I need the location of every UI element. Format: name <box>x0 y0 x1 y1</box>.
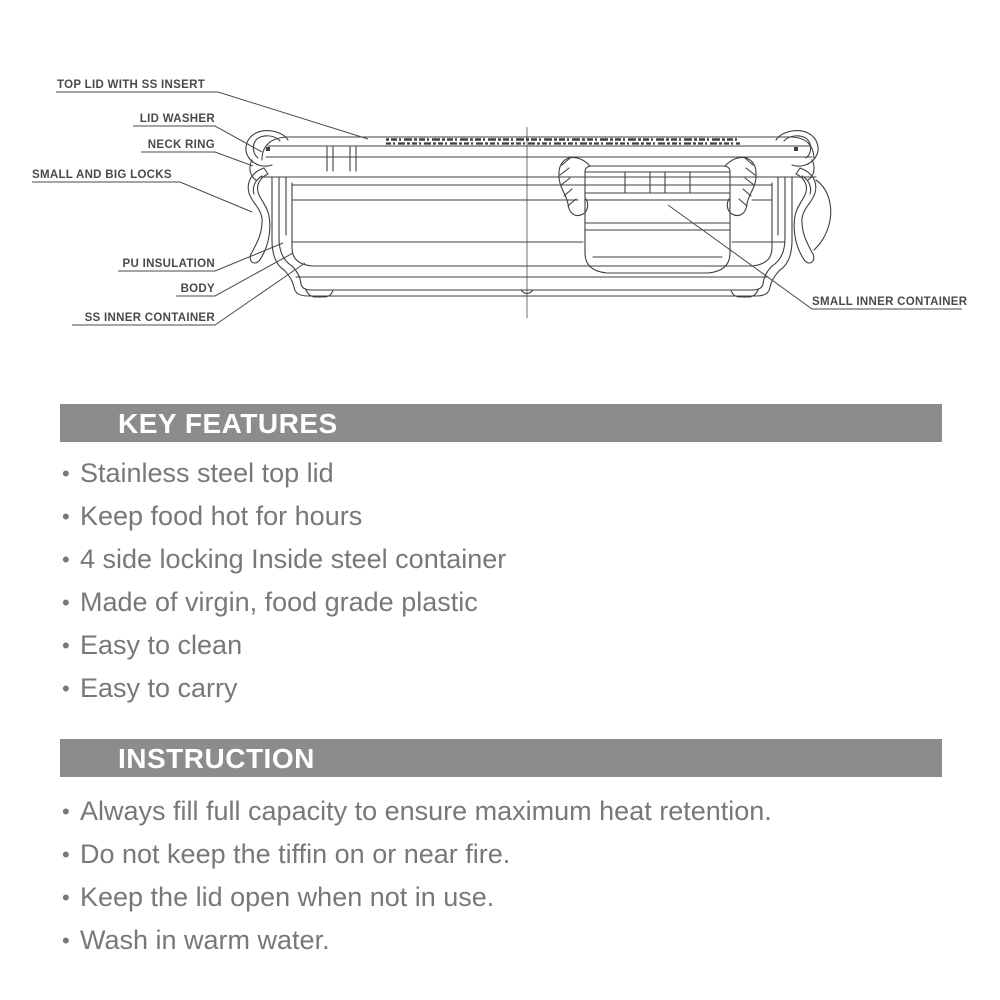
label-small-and-big-locks: SMALL AND BIG LOCKS <box>32 169 172 181</box>
instruction-text: Keep the lid open when not in use. <box>80 882 495 912</box>
bullet-icon: • <box>62 928 70 953</box>
feature-text: Made of virgin, food grade plastic <box>80 587 478 617</box>
key-features-title: KEY FEATURES <box>118 408 338 439</box>
list-item <box>62 452 506 495</box>
key-features-header <box>60 404 942 442</box>
bullet-icon: • <box>62 842 70 867</box>
list-item <box>62 667 506 710</box>
list-item <box>62 919 772 962</box>
bullet-icon: • <box>62 633 70 658</box>
bullet-icon: • <box>62 590 70 615</box>
bullet-icon: • <box>62 461 70 486</box>
label-pu-insulation: PU INSULATION <box>122 258 215 270</box>
ss-liner-drawing <box>292 183 785 266</box>
label-body: BODY <box>180 283 215 295</box>
list-item <box>62 581 506 624</box>
leader-neck-ring <box>141 152 253 166</box>
feature-text: Keep food hot for hours <box>80 501 363 531</box>
instruction-text: Always fill full capacity to ensure maximum heat retention. <box>80 796 772 826</box>
label-lid-washer: LID WASHER <box>139 113 215 125</box>
list-item <box>62 790 772 833</box>
instruction-text: Do not keep the tiffin on or near fire. <box>80 839 511 869</box>
feature-text: Stainless steel top lid <box>80 458 334 488</box>
label-ss-inner-container: SS INNER CONTAINER <box>84 312 215 324</box>
bullet-icon: • <box>62 676 70 701</box>
bullet-icon: • <box>62 799 70 824</box>
feature-text: Easy to clean <box>80 630 243 660</box>
instruction-list <box>62 790 772 962</box>
top-lid-drawing <box>260 137 816 177</box>
tiffin-diagram <box>0 0 1000 385</box>
label-small-inner-container: SMALL INNER CONTAINER <box>812 296 968 308</box>
leader-locks <box>32 182 252 212</box>
key-features-list <box>62 452 506 710</box>
bullet-icon: • <box>62 885 70 910</box>
small-inner-container-drawing <box>559 157 756 273</box>
body-shell-drawing <box>272 177 792 296</box>
instruction-text: Wash in warm water. <box>80 925 330 955</box>
label-top-lid: TOP LID WITH SS INSERT <box>57 79 206 91</box>
list-item <box>62 624 506 667</box>
right-lock-drawing <box>731 131 818 297</box>
label-neck-ring: NECK RING <box>147 139 215 151</box>
list-item <box>62 538 506 581</box>
instruction-title: INSTRUCTION <box>118 743 315 774</box>
right-outer-lever <box>814 180 831 250</box>
feature-text: Easy to carry <box>80 673 238 703</box>
bullet-icon: • <box>62 547 70 572</box>
bullet-icon: • <box>62 504 70 529</box>
instruction-header <box>60 739 942 777</box>
list-item <box>62 833 772 876</box>
feature-text: 4 side locking Inside steel container <box>80 544 507 574</box>
list-item <box>62 495 506 538</box>
list-item <box>62 876 772 919</box>
